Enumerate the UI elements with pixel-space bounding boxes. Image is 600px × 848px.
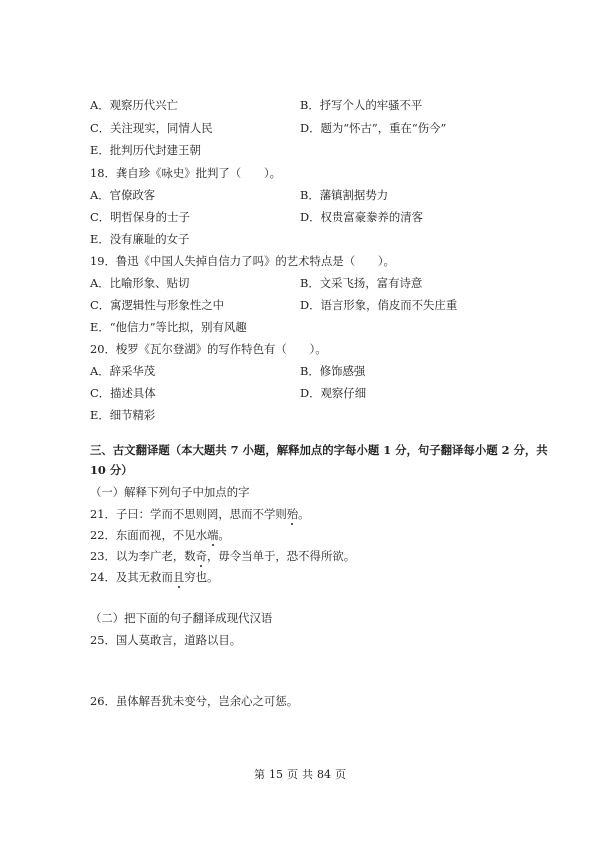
q24 [90,570,218,585]
section3-part1-heading: （一）解释下列句子中加点的字 [90,485,250,499]
q20-option-c: C．描述具体 [90,386,156,400]
q18-option-e: E．没有廉耻的女子 [90,232,190,246]
q19-option-c: C．寓逻辑性与形象性之中 [90,298,225,312]
q23-end: ，毋令当单于，恐不得所欲。 [207,549,356,563]
q19-option-b: B．文采飞扬，富有诗意 [300,276,423,290]
section3-part2-heading: （二）把下面的句子翻译成现代汉语 [90,611,273,625]
dotted-char: 端 [207,528,219,542]
q20-option-b: B．修饰感强 [300,364,366,378]
dotted-char: 奇 [195,549,208,563]
footer-ye-2: 页 [335,768,346,781]
q25: 25．国人莫敢言，道路以目。 [90,633,242,647]
q19-option-d: D．语言形象，俏皮而不失庄重 [300,298,458,312]
q22 [90,528,230,543]
q18-option-b: B．藩镇割据势力 [300,188,389,202]
q18-option-a: A．官僚政客 [90,188,156,202]
q19-stem: 19．鲁迅《中国人失掉自信力了吗》的艺术特点是（ ）。 [90,254,395,268]
q22-text: 22．东面而视，不见水 [90,528,208,542]
q23-text: 23．以为李广老，数 [90,549,196,563]
q20-option-e: E．细节精彩 [90,408,156,422]
q17-option-c: C．关注现实，同情人民 [90,121,213,135]
footer-di: 第 [254,768,265,781]
dotted-char: 且 [172,570,185,584]
q23 [90,549,355,564]
q20-stem: 20．梭罗《瓦尔登湖》的写作特色有（ ）。 [90,342,327,356]
q22-end: 。 [218,528,230,542]
q20-option-a: A．辞采华茂 [90,364,156,378]
q18-option-d: D．权贵富豪豢养的清客 [300,210,424,224]
q21-end: 。 [298,507,310,521]
q17-option-d: D．题为“怀古”，重在“伤今” [300,121,447,135]
page-number: 15 [269,768,283,781]
q19-option-e: E．“他信力”等比拟，别有风趣 [90,320,247,334]
page-footer [0,766,600,782]
section3-title: 三、古文翻译题（本大题共 7 小题，解释加点的字每小题 1 分，句子翻译每小题 2 分，共 [90,443,548,457]
q17-option-e: E．批判历代封建王朝 [90,143,201,157]
q20-option-d: D．观察仔细 [300,386,367,400]
section3-title-cont: 10 分） [90,463,133,477]
q26: 26．虽体解吾犹未变兮，岂余心之可惩。 [90,694,299,708]
q19-option-a: A．比喻形象、贴切 [90,276,190,290]
q21 [90,507,310,522]
q18-stem: 18．龚自珍《咏史》批判了（ ）。 [90,166,282,180]
footer-gong: 共 [302,768,313,781]
q17-option-a: A．观察历代兴亡 [90,98,178,112]
q21-text: 21．子曰：学而不思则罔，思而不学则 [90,507,287,521]
dotted-char: 殆 [286,507,299,521]
q24-text: 24．及其无救而 [90,570,173,584]
page-total: 84 [317,768,331,781]
q18-option-c: C．明哲保身的士子 [90,210,190,224]
q17-option-b: B．抒写个人的牢骚不平 [300,98,423,112]
q24-end: 穷也。 [184,570,219,584]
footer-ye: 页 [287,768,298,781]
